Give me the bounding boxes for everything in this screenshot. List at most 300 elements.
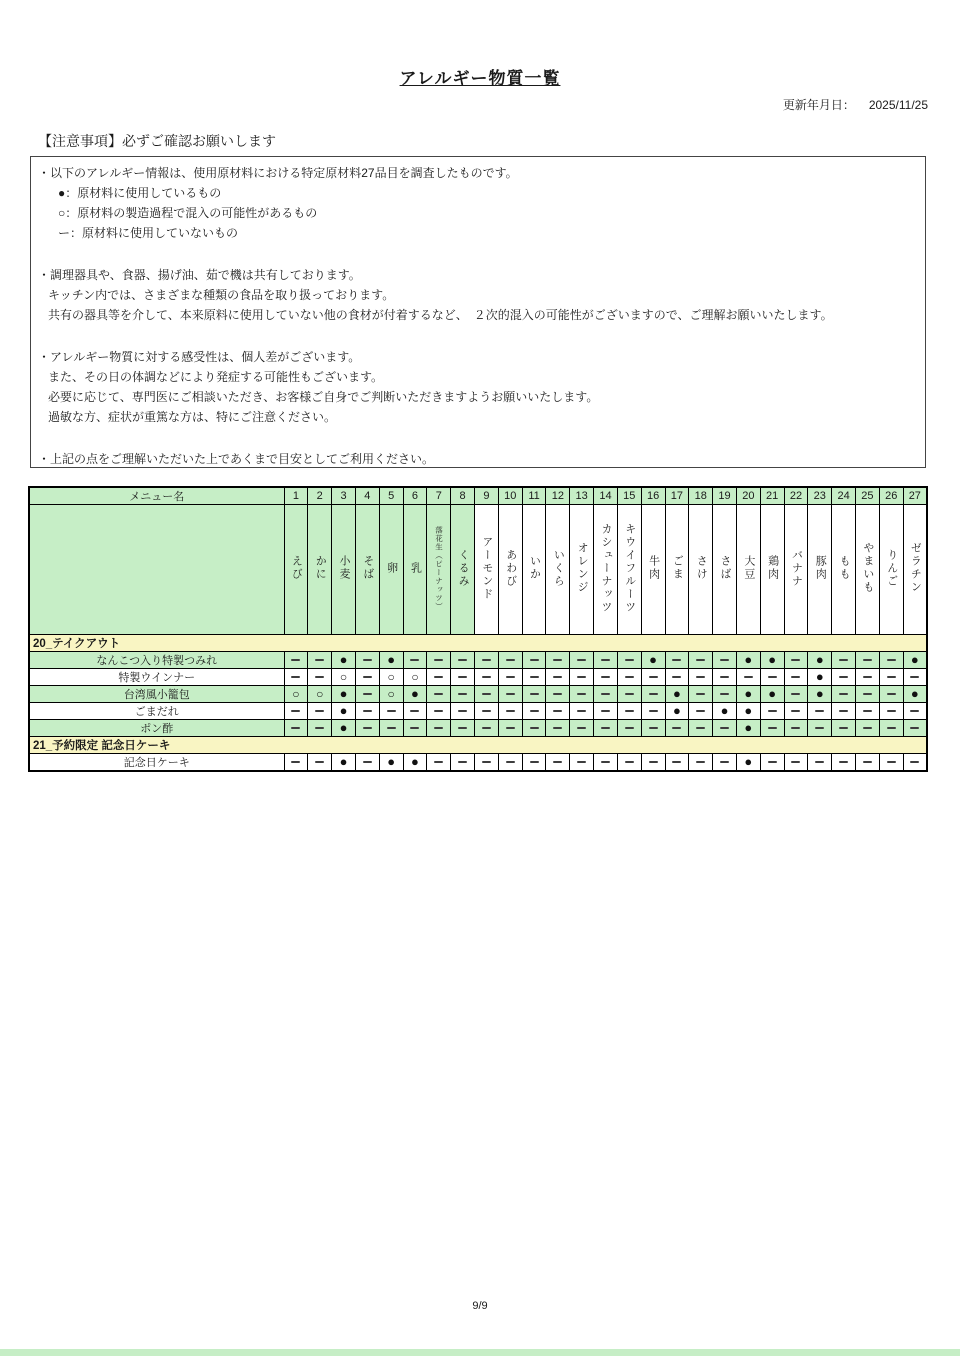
mark-not-used-icon (887, 676, 896, 678)
allergen-mark-cell (617, 652, 641, 669)
allergen-name-cell (784, 505, 808, 635)
allergen-name-vertical-text: 卵 (385, 561, 398, 575)
allergen-mark-cell (546, 754, 570, 772)
menu-row (29, 703, 927, 720)
mark-used-icon: ● (411, 686, 419, 701)
allergen-name-vertical-text: アーモンド (480, 535, 493, 601)
allergen-mark-cell (617, 754, 641, 772)
allergen-mark-cell (570, 686, 594, 703)
allergen-number-cell: 19 (713, 487, 737, 505)
allergen-name-vertical-text: キウイフルーツ (623, 522, 636, 614)
mark-used-icon: ● (672, 703, 681, 718)
allergen-name-vertical-text: 鶏肉 (766, 555, 779, 581)
mark-not-used-icon (839, 761, 848, 763)
mark-not-used-icon (887, 727, 896, 729)
allergen-mark-cell (689, 720, 713, 737)
allergen-mark-cell (760, 703, 784, 720)
allergen-mark-cell (451, 703, 475, 720)
allergen-number-cell: 18 (689, 487, 713, 505)
allergen-mark-cell (284, 703, 308, 720)
mark-used-icon: ● (411, 754, 419, 769)
allergen-mark-cell (879, 703, 903, 720)
allergen-mark-cell (689, 652, 713, 669)
mark-not-used-icon (291, 727, 300, 729)
notice-blank-line (31, 243, 925, 265)
mark-not-used-icon (482, 710, 491, 712)
allergen-mark-cell (498, 652, 522, 669)
allergen-mark-cell (498, 754, 522, 772)
allergen-mark-cell (475, 754, 499, 772)
header-allergen-name-row (29, 505, 927, 635)
allergen-mark-cell (736, 754, 760, 772)
mark-not-used-icon (720, 727, 729, 729)
allergen-name-cell (736, 505, 760, 635)
allergen-mark-cell (546, 720, 570, 737)
mark-not-used-icon (863, 761, 872, 763)
mark-not-used-icon (553, 727, 562, 729)
mark-used-icon: ● (339, 720, 348, 735)
allergen-name-cell (427, 505, 451, 635)
mark-used-icon: ● (910, 652, 919, 667)
allergen-mark-cell (617, 686, 641, 703)
mark-not-used-icon (434, 693, 443, 695)
mark-possible-icon: ○ (387, 669, 395, 684)
mark-not-used-icon (410, 659, 419, 661)
mark-not-used-icon (363, 659, 372, 661)
allergen-name-cell (879, 505, 903, 635)
allergen-mark-cell (522, 652, 546, 669)
mark-possible-icon: ○ (387, 686, 395, 701)
mark-not-used-icon (291, 761, 300, 763)
updated-date-line (783, 96, 928, 113)
allergen-name-vertical-text: さけ (695, 555, 708, 581)
allergen-mark-cell (594, 703, 618, 720)
allergen-name-vertical-text: 落花生（ピーナッツ） (434, 525, 444, 611)
allergen-mark-cell (475, 652, 499, 669)
allergen-mark-cell (355, 686, 379, 703)
allergen-mark-cell (903, 754, 927, 772)
allergen-mark-cell (427, 686, 451, 703)
allergen-name-vertical-text: いか (528, 555, 541, 581)
allergen-name-vertical-text: あわび (504, 548, 517, 588)
mark-not-used-icon (291, 676, 300, 678)
mark-not-used-icon (768, 676, 777, 678)
allergen-mark-cell (760, 754, 784, 772)
allergen-mark-cell (475, 686, 499, 703)
allergen-number-cell: 13 (570, 487, 594, 505)
mark-not-used-icon (577, 659, 586, 661)
allergen-number-cell: 7 (427, 487, 451, 505)
allergen-mark-cell (832, 686, 856, 703)
allergen-mark-cell (332, 669, 356, 686)
mark-not-used-icon (910, 710, 919, 712)
allergen-number-cell: 21 (760, 487, 784, 505)
mark-used-icon: ● (672, 686, 681, 701)
allergen-name-vertical-text: もも (838, 555, 851, 581)
mark-not-used-icon (387, 727, 396, 729)
allergen-name-cell (284, 505, 308, 635)
mark-not-used-icon (839, 727, 848, 729)
allergen-mark-cell (284, 720, 308, 737)
allergen-name-cell (570, 505, 594, 635)
menu-name-cell: 特製ウインナー (29, 669, 284, 686)
mark-not-used-icon (315, 710, 324, 712)
allergen-mark-cell (308, 652, 332, 669)
allergen-number-cell: 11 (522, 487, 546, 505)
mark-used-icon: ● (815, 669, 824, 684)
allergen-mark-cell (379, 686, 403, 703)
allergen-name-cell (379, 505, 403, 635)
mark-not-used-icon (506, 761, 515, 763)
allergen-mark-cell (308, 669, 332, 686)
allergen-mark-cell (308, 720, 332, 737)
allergen-number-cell: 20 (736, 487, 760, 505)
section-row (29, 737, 927, 754)
allergen-mark-cell (498, 669, 522, 686)
allergen-number-cell: 10 (498, 487, 522, 505)
mark-not-used-icon (768, 710, 777, 712)
allergen-mark-cell (689, 686, 713, 703)
mark-not-used-icon (696, 761, 705, 763)
mark-not-used-icon (434, 659, 443, 661)
page-title: アレルギー物質一覧 (399, 69, 561, 88)
allergen-number-cell: 14 (594, 487, 618, 505)
mark-used-icon: ● (744, 720, 753, 735)
mark-not-used-icon (649, 710, 658, 712)
mark-not-used-icon (625, 710, 634, 712)
allergen-mark-cell (427, 754, 451, 772)
mark-not-used-icon (791, 710, 800, 712)
allergen-mark-cell (403, 686, 427, 703)
allergen-mark-cell (451, 652, 475, 669)
allergen-mark-cell (832, 754, 856, 772)
mark-used-icon: ● (649, 652, 658, 667)
mark-not-used-icon (815, 761, 824, 763)
allergen-mark-cell (808, 720, 832, 737)
mark-not-used-icon (791, 676, 800, 678)
allergen-mark-cell (427, 720, 451, 737)
mark-not-used-icon (434, 676, 443, 678)
notice-line: ー：原材料に使用していないもの (58, 226, 239, 240)
allergen-mark-cell (832, 669, 856, 686)
allergen-name-vertical-text: ゼラチン (909, 542, 922, 594)
allergen-mark-cell (403, 652, 427, 669)
allergen-number-cell: 9 (475, 487, 499, 505)
mark-not-used-icon (363, 710, 372, 712)
mark-not-used-icon (553, 693, 562, 695)
mark-not-used-icon (601, 710, 610, 712)
allergen-name-cell (903, 505, 927, 635)
allergen-mark-cell (403, 754, 427, 772)
allergen-mark-cell (713, 720, 737, 737)
allergen-number-cell: 5 (379, 487, 403, 505)
mark-possible-icon: ○ (339, 669, 348, 684)
notice-line: ・以下のアレルギー情報は、使用原材料における特定原材料27品目を調査したものです。 (38, 166, 518, 180)
mark-not-used-icon (696, 676, 705, 678)
allergen-mark-cell (665, 703, 689, 720)
mark-not-used-icon (649, 727, 658, 729)
menu-name-blank-cell (29, 505, 284, 635)
mark-used-icon: ● (387, 652, 396, 667)
allergen-mark-cell (403, 720, 427, 737)
mark-not-used-icon (672, 676, 681, 678)
mark-used-icon: ● (339, 652, 348, 667)
allergen-mark-cell (760, 652, 784, 669)
allergen-mark-cell (879, 720, 903, 737)
allergen-mark-cell (784, 686, 808, 703)
mark-not-used-icon (815, 727, 824, 729)
allergen-name-vertical-text: そば (361, 555, 374, 581)
mark-not-used-icon (482, 659, 491, 661)
allergen-name-vertical-text: 牛肉 (647, 555, 660, 581)
mark-not-used-icon (577, 676, 586, 678)
allergen-mark-cell (713, 669, 737, 686)
mark-not-used-icon (553, 659, 562, 661)
mark-not-used-icon (720, 659, 729, 661)
allergen-number-cell: 22 (784, 487, 808, 505)
allergen-name-cell (689, 505, 713, 635)
mark-possible-icon: ○ (411, 669, 419, 684)
allergen-name-vertical-text: バナナ (790, 548, 803, 588)
mark-not-used-icon (458, 761, 467, 763)
allergen-mark-cell (332, 703, 356, 720)
mark-not-used-icon (530, 659, 539, 661)
allergen-name-cell (332, 505, 356, 635)
allergen-number-cell: 27 (903, 487, 927, 505)
mark-used-icon: ● (744, 686, 753, 701)
menu-name-cell: なんこつ入り特製つみれ (29, 652, 284, 669)
allergen-mark-cell (903, 720, 927, 737)
mark-not-used-icon (506, 727, 515, 729)
mark-not-used-icon (672, 761, 681, 763)
allergen-number-cell: 16 (641, 487, 665, 505)
section-title-cell: 21_予約限定 記念日ケーキ (29, 737, 927, 754)
allergen-number-cell: 3 (332, 487, 356, 505)
mark-not-used-icon (863, 659, 872, 661)
allergen-mark-cell (856, 652, 880, 669)
mark-not-used-icon (696, 659, 705, 661)
notice-line: 過敏な方、症状が重篤な方は、特にご注意ください。 (48, 410, 337, 424)
menu-row (29, 669, 927, 686)
allergen-mark-cell (665, 720, 689, 737)
menu-name-cell: 記念日ケーキ (29, 754, 284, 772)
allergen-mark-cell (308, 754, 332, 772)
mark-not-used-icon (363, 693, 372, 695)
allergen-mark-cell (641, 703, 665, 720)
allergen-name-cell (760, 505, 784, 635)
mark-not-used-icon (315, 727, 324, 729)
mark-possible-icon: ○ (316, 686, 324, 701)
mark-not-used-icon (482, 693, 491, 695)
allergen-mark-cell (879, 652, 903, 669)
allergen-mark-cell (451, 686, 475, 703)
allergen-mark-cell (784, 652, 808, 669)
mark-used-icon: ● (815, 686, 824, 701)
allergen-mark-cell (641, 754, 665, 772)
allergen-mark-cell (903, 703, 927, 720)
allergen-mark-cell (641, 720, 665, 737)
mark-not-used-icon (482, 761, 491, 763)
allergen-mark-cell (332, 754, 356, 772)
allergen-mark-cell (784, 754, 808, 772)
allergen-mark-cell (475, 720, 499, 737)
page-number: 9/9 (472, 1300, 488, 1312)
allergen-mark-cell (760, 720, 784, 737)
mark-not-used-icon (863, 710, 872, 712)
allergen-mark-cell (594, 686, 618, 703)
mark-not-used-icon (530, 710, 539, 712)
allergen-mark-cell (736, 669, 760, 686)
allergen-mark-cell (355, 720, 379, 737)
allergen-name-vertical-text: えび (290, 555, 303, 581)
mark-not-used-icon (649, 761, 658, 763)
allergen-mark-cell (713, 686, 737, 703)
allergen-mark-cell (570, 652, 594, 669)
notice-line: ・調理器具や、食器、揚げ油、茹で機は共有しております。 (38, 268, 361, 282)
allergen-name-cell (808, 505, 832, 635)
bottom-strip (0, 1349, 960, 1356)
allergen-mark-cell (856, 703, 880, 720)
allergen-mark-cell (475, 703, 499, 720)
section-row (29, 635, 927, 652)
mark-not-used-icon (791, 727, 800, 729)
allergen-name-vertical-text: 大豆 (742, 555, 755, 581)
allergen-mark-cell (451, 720, 475, 737)
mark-not-used-icon (601, 676, 610, 678)
mark-not-used-icon (887, 761, 896, 763)
allergen-mark-cell (451, 669, 475, 686)
mark-not-used-icon (601, 761, 610, 763)
allergen-mark-cell (498, 686, 522, 703)
updated-date-label: 更新年月日： (782, 98, 855, 112)
mark-not-used-icon (839, 659, 848, 661)
mark-used-icon: ● (387, 754, 396, 769)
mark-not-used-icon (291, 710, 300, 712)
allergen-mark-cell (808, 669, 832, 686)
allergen-number-cell: 12 (546, 487, 570, 505)
allergen-mark-cell (665, 754, 689, 772)
mark-used-icon: ● (744, 652, 753, 667)
allergen-mark-cell (689, 754, 713, 772)
mark-not-used-icon (315, 659, 324, 661)
allergen-mark-cell (713, 754, 737, 772)
allergen-number-cell: 23 (808, 487, 832, 505)
allergen-mark-cell (332, 720, 356, 737)
mark-not-used-icon (863, 693, 872, 695)
menu-row (29, 652, 927, 669)
allergen-mark-cell (856, 754, 880, 772)
mark-not-used-icon (625, 727, 634, 729)
notice-line: ・アレルギー物質に対する感受性は、個人差がございます。 (38, 350, 361, 364)
mark-not-used-icon (363, 676, 372, 678)
allergen-mark-cell (808, 686, 832, 703)
allergen-name-vertical-text: 乳 (409, 561, 422, 575)
mark-not-used-icon (625, 693, 634, 695)
allergen-mark-cell (903, 686, 927, 703)
notice-line: ●：原材料に使用しているもの (58, 186, 222, 200)
mark-not-used-icon (887, 710, 896, 712)
allergen-number-cell: 26 (879, 487, 903, 505)
allergen-name-vertical-text: ごま (671, 555, 684, 581)
mark-not-used-icon (458, 710, 467, 712)
mark-not-used-icon (530, 761, 539, 763)
mark-not-used-icon (577, 710, 586, 712)
allergen-name-vertical-text: かに (314, 555, 327, 581)
allergen-mark-cell (832, 720, 856, 737)
allergen-mark-cell (522, 754, 546, 772)
mark-not-used-icon (387, 710, 396, 712)
mark-not-used-icon (839, 710, 848, 712)
allergen-name-vertical-text: いくら (552, 548, 565, 588)
mark-not-used-icon (696, 693, 705, 695)
allergen-mark-cell (594, 754, 618, 772)
allergen-mark-cell (427, 652, 451, 669)
mark-not-used-icon (720, 676, 729, 678)
menu-name-cell: ポン酢 (29, 720, 284, 737)
mark-not-used-icon (744, 676, 753, 678)
allergen-name-cell (355, 505, 379, 635)
mark-used-icon: ● (910, 686, 919, 701)
allergen-name-vertical-text: くるみ (457, 548, 470, 588)
allergen-mark-cell (856, 669, 880, 686)
allergen-mark-cell (665, 652, 689, 669)
allergen-mark-cell (355, 652, 379, 669)
menu-name-cell: 台湾風小籠包 (29, 686, 284, 703)
allergen-name-vertical-text: カシューナッツ (599, 522, 612, 614)
allergen-name-cell (594, 505, 618, 635)
allergen-mark-cell (594, 669, 618, 686)
menu-row (29, 686, 927, 703)
allergen-mark-cell (832, 652, 856, 669)
allergen-mark-cell (641, 652, 665, 669)
allergen-mark-cell (522, 720, 546, 737)
allergen-mark-cell (784, 669, 808, 686)
mark-not-used-icon (863, 727, 872, 729)
mark-used-icon: ● (339, 754, 348, 769)
menu-row (29, 754, 927, 772)
allergen-mark-cell (879, 754, 903, 772)
allergen-number-cell: 4 (355, 487, 379, 505)
mark-not-used-icon (839, 693, 848, 695)
allergen-name-cell (856, 505, 880, 635)
mark-not-used-icon (530, 693, 539, 695)
allergen-mark-cell (641, 686, 665, 703)
allergen-mark-cell (284, 669, 308, 686)
allergen-mark-cell (427, 669, 451, 686)
mark-not-used-icon (625, 761, 634, 763)
allergen-mark-cell (832, 703, 856, 720)
mark-not-used-icon (553, 710, 562, 712)
mark-not-used-icon (910, 676, 919, 678)
mark-not-used-icon (910, 727, 919, 729)
allergen-mark-cell (284, 652, 308, 669)
notice-line: キッチン内では、さまざまな種類の食品を取り扱っております。 (48, 288, 395, 302)
mark-not-used-icon (672, 727, 681, 729)
notice-blank-line (31, 427, 925, 449)
mark-not-used-icon (363, 761, 372, 763)
mark-not-used-icon (601, 727, 610, 729)
mark-not-used-icon (410, 710, 419, 712)
allergen-mark-cell (570, 754, 594, 772)
allergen-name-vertical-text: オレンジ (576, 542, 589, 594)
allergen-mark-cell (284, 754, 308, 772)
allergen-name-cell (522, 505, 546, 635)
allergen-mark-cell (379, 703, 403, 720)
mark-not-used-icon (649, 676, 658, 678)
allergen-mark-cell (355, 703, 379, 720)
mark-used-icon: ● (339, 686, 348, 701)
header-number-row (29, 487, 927, 505)
